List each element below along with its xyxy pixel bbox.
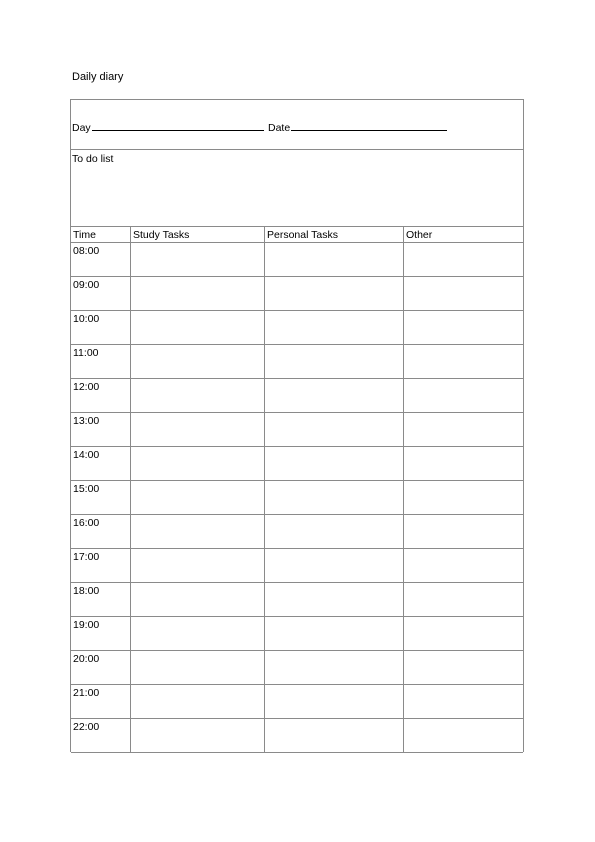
- diary-title: Daily diary: [72, 71, 124, 83]
- table-row-cell[interactable]: [403, 617, 525, 650]
- table-row-cell: [71, 685, 130, 718]
- table-row-cell: [71, 617, 130, 650]
- table-row-cell[interactable]: [130, 243, 264, 276]
- table-row-cell: [71, 345, 130, 378]
- time-label: 11:00: [73, 347, 99, 359]
- table-row-cell: [71, 277, 130, 310]
- time-label: 19:00: [73, 619, 100, 631]
- column-header: Personal Tasks: [267, 229, 339, 241]
- day-date-row: [71, 100, 523, 150]
- table-row-cell[interactable]: [403, 685, 525, 718]
- table-row: [71, 651, 523, 685]
- table-row-cell[interactable]: [403, 583, 525, 616]
- table-row: [71, 277, 523, 311]
- time-label: 09:00: [73, 279, 100, 291]
- table-row-cell: [71, 719, 130, 752]
- table-row-cell[interactable]: [130, 515, 264, 548]
- date-label: Date: [268, 122, 291, 134]
- time-label: 14:00: [73, 449, 100, 461]
- table-row-cell[interactable]: [264, 685, 403, 718]
- date-blank-line: [291, 120, 447, 131]
- table-row-cell[interactable]: [403, 447, 525, 480]
- table-row-cell[interactable]: [264, 379, 403, 412]
- table-row-cell[interactable]: [264, 583, 403, 616]
- date-field[interactable]: [268, 120, 447, 134]
- table-row-cell: [71, 311, 130, 344]
- table-row-cell[interactable]: [264, 515, 403, 548]
- table-row-cell[interactable]: [130, 481, 264, 514]
- day-blank-line: [92, 120, 264, 131]
- table-row-cell[interactable]: [264, 345, 403, 378]
- table-row-cell[interactable]: [403, 311, 525, 344]
- table-row-cell[interactable]: [130, 277, 264, 310]
- time-label: 18:00: [73, 585, 100, 597]
- todo-label: To do list: [72, 153, 114, 165]
- time-label: 15:00: [73, 483, 100, 495]
- table-row-cell[interactable]: [403, 243, 525, 276]
- table-row-cell[interactable]: [403, 549, 525, 582]
- table-row: [71, 515, 523, 549]
- table-row-cell: [71, 583, 130, 616]
- time-label: 17:00: [73, 551, 100, 563]
- table-row: [71, 617, 523, 651]
- table-row-cell[interactable]: [130, 617, 264, 650]
- table-row-cell[interactable]: [264, 243, 403, 276]
- column-header: Study Tasks: [133, 229, 190, 241]
- table-row-cell[interactable]: [130, 685, 264, 718]
- table-row: [71, 447, 523, 481]
- table-row-cell[interactable]: [403, 481, 525, 514]
- table-row: [71, 379, 523, 413]
- time-label: 12:00: [73, 381, 100, 393]
- table-header-row-cell: [71, 227, 130, 242]
- table-row: [71, 719, 523, 753]
- time-label: 10:00: [73, 313, 100, 325]
- table-row-cell[interactable]: [264, 277, 403, 310]
- table-row-cell[interactable]: [264, 413, 403, 446]
- table-row-cell[interactable]: [264, 481, 403, 514]
- table-row: [71, 243, 523, 277]
- table-row-cell[interactable]: [403, 379, 525, 412]
- table-row-cell[interactable]: [403, 277, 525, 310]
- table-row-cell: [71, 549, 130, 582]
- table-row-cell[interactable]: [130, 719, 264, 752]
- table-row-cell[interactable]: [264, 549, 403, 582]
- table-header-row-cell: [403, 227, 525, 242]
- table-row-cell[interactable]: [403, 345, 525, 378]
- time-label: 22:00: [73, 721, 100, 733]
- table-row: [71, 413, 523, 447]
- table-row-cell[interactable]: [403, 515, 525, 548]
- day-field[interactable]: [72, 120, 264, 134]
- time-label: 20:00: [73, 653, 100, 665]
- table-row-cell[interactable]: [130, 651, 264, 684]
- table-row-cell[interactable]: [130, 413, 264, 446]
- table-row-cell[interactable]: [130, 549, 264, 582]
- table-row: [71, 481, 523, 515]
- table-row-cell[interactable]: [264, 617, 403, 650]
- table-row-cell: [71, 515, 130, 548]
- table-row-cell[interactable]: [130, 447, 264, 480]
- table-header-row-cell: [264, 227, 403, 242]
- table-row-cell: [71, 243, 130, 276]
- day-label: Day: [72, 122, 91, 134]
- table-row-cell[interactable]: [403, 719, 525, 752]
- table-row: [71, 583, 523, 617]
- time-label: 08:00: [73, 245, 100, 257]
- table-row-cell[interactable]: [130, 583, 264, 616]
- table-row: [71, 549, 523, 583]
- table-header-row: [71, 227, 523, 243]
- table-row-cell[interactable]: [130, 311, 264, 344]
- column-header: Time: [73, 229, 96, 241]
- table-row-cell[interactable]: [403, 651, 525, 684]
- time-label: 21:00: [73, 687, 100, 699]
- table-row: [71, 311, 523, 345]
- time-label: 16:00: [73, 517, 100, 529]
- time-label: 13:00: [73, 415, 100, 427]
- table-row-cell: [71, 481, 130, 514]
- table-row: [71, 345, 523, 379]
- table-row-cell: [71, 651, 130, 684]
- table-row-cell[interactable]: [264, 311, 403, 344]
- table-header-row-cell: [130, 227, 264, 242]
- table-row-cell: [71, 379, 130, 412]
- table-row-cell[interactable]: [264, 447, 403, 480]
- table-row-cell: [71, 413, 130, 446]
- todo-list-box[interactable]: [71, 150, 523, 227]
- table-row-cell[interactable]: [264, 719, 403, 752]
- table-row-cell[interactable]: [403, 413, 525, 446]
- column-header: Other: [406, 229, 433, 241]
- table-row-cell[interactable]: [264, 651, 403, 684]
- table-row-cell: [71, 447, 130, 480]
- table-row-cell[interactable]: [130, 345, 264, 378]
- table-row: [71, 685, 523, 719]
- diary-sheet: [70, 99, 524, 752]
- table-row-cell[interactable]: [130, 379, 264, 412]
